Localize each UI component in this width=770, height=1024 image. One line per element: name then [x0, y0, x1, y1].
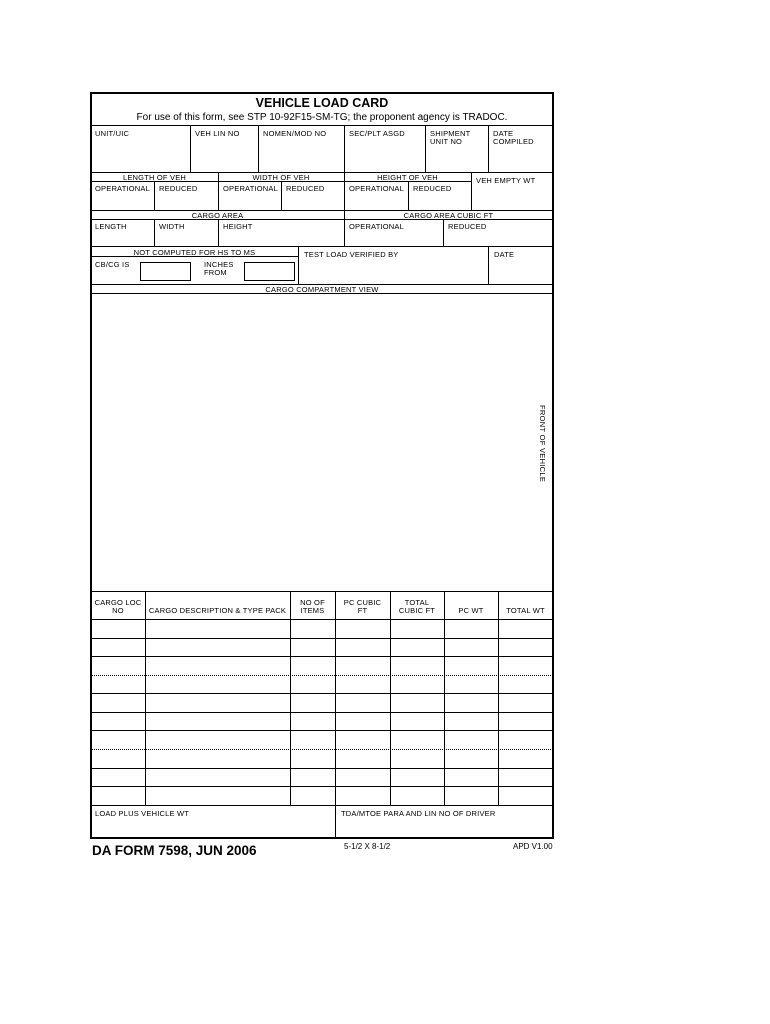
tda-mtoe-label: TDA/MTOE PARA AND LIN NO OF DRIVER: [341, 809, 496, 818]
width-operational-field[interactable]: [219, 182, 281, 210]
length-of-veh-header: LENGTH OF VEH: [122, 173, 187, 182]
compartment-view-header: CARGO COMPARTMENT VIEW: [265, 285, 379, 294]
table-row[interactable]: [91, 713, 553, 731]
from-label: FROM: [204, 268, 227, 277]
width-operational-label: OPERATIONAL: [223, 184, 278, 193]
shipment-unit-no-field[interactable]: [426, 126, 488, 171]
cargo-length-label: LENGTH: [95, 222, 127, 231]
cbcg-is-label: CB/CG IS: [95, 260, 130, 269]
cargo-width-field[interactable]: [155, 220, 218, 246]
form-size: 5-1/2 X 8-1/2: [344, 842, 391, 851]
height-operational-field[interactable]: [345, 182, 408, 210]
test-date-field[interactable]: [489, 247, 553, 284]
col-total-wt: TOTAL WT: [506, 606, 545, 615]
nomen-mod-no-label: NOMEN/MOD NO: [263, 129, 327, 138]
cargo-height-field[interactable]: [219, 220, 344, 246]
cargo-length-field[interactable]: [91, 220, 154, 246]
unit-uic-field[interactable]: [91, 126, 190, 171]
test-load-verified-field[interactable]: [299, 247, 488, 284]
cubic-operational-field[interactable]: [345, 220, 443, 246]
table-row[interactable]: [91, 769, 553, 786]
col-cargo-loc-line1: CARGO LOC: [94, 598, 142, 607]
col-total-cubic-line2: CUBIC FT: [398, 606, 436, 615]
length-operational-field[interactable]: [91, 182, 154, 210]
nomen-mod-no-field[interactable]: [259, 126, 344, 171]
cargo-area-header: CARGO AREA: [191, 211, 244, 220]
col-no-of-items-line2: ITEMS: [300, 606, 325, 615]
height-of-veh-header: HEIGHT OF VEH: [377, 173, 438, 182]
col-pc-cubic-line1: PC CUBIC: [343, 598, 382, 607]
height-reduced-field[interactable]: [409, 182, 471, 210]
date-label-line2: COMPILED: [493, 137, 534, 146]
height-operational-label: OPERATIONAL: [349, 184, 404, 193]
table-row[interactable]: [91, 731, 553, 749]
unit-uic-label: UNIT/UIC: [95, 129, 130, 138]
sec-plt-asgd-field[interactable]: [345, 126, 425, 171]
cargo-area-cubic-header: CARGO AREA CUBIC FT: [403, 211, 494, 220]
col-total-cubic-line1: TOTAL: [404, 598, 430, 607]
table-row[interactable]: [91, 787, 553, 805]
height-reduced-label: REDUCED: [413, 184, 452, 193]
cbcg-from-input[interactable]: [244, 262, 295, 281]
form-subtitle: For use of this form, see STP 10-92F15-SM-TG; the proponent agency is TRADOC.: [136, 112, 508, 123]
cubic-operational-label: OPERATIONAL: [349, 222, 404, 231]
col-pc-wt: PC WT: [458, 606, 484, 615]
col-cargo-description: CARGO DESCRIPTION & TYPE PACK: [148, 606, 287, 615]
cubic-reduced-label: REDUCED: [448, 222, 487, 231]
length-reduced-field[interactable]: [155, 182, 218, 210]
cubic-reduced-field[interactable]: [444, 220, 553, 246]
table-row[interactable]: [91, 694, 553, 712]
width-reduced-field[interactable]: [282, 182, 344, 210]
date-compiled-field[interactable]: [489, 126, 553, 171]
load-plus-vehicle-wt-field[interactable]: [91, 806, 335, 838]
divider: [91, 256, 298, 257]
date-label-line1: DATE: [493, 129, 514, 138]
table-row[interactable]: [91, 676, 553, 694]
form-version: APD V1.00: [513, 842, 553, 851]
width-reduced-label: REDUCED: [286, 184, 325, 193]
not-computed-header: NOT COMPUTED FOR HS TO MS: [133, 248, 256, 257]
shipment-label-line2: UNIT NO: [430, 137, 463, 146]
col-no-of-items-line1: NO OF: [300, 598, 325, 607]
table-row[interactable]: [91, 750, 553, 768]
veh-empty-wt-field[interactable]: [472, 173, 553, 210]
sec-plt-asgd-label: SEC/PLT ASGD: [349, 129, 405, 138]
col-pc-cubic-line2: FT: [357, 606, 368, 615]
col-cargo-loc-line2: NO: [112, 606, 124, 615]
tda-mtoe-field[interactable]: [336, 806, 553, 838]
table-row[interactable]: [91, 620, 553, 638]
table-row[interactable]: [91, 639, 553, 657]
load-plus-vehicle-wt-label: LOAD PLUS VEHICLE WT: [95, 809, 190, 818]
form-title: VEHICLE LOAD CARD: [255, 96, 389, 110]
cargo-width-label: WIDTH: [159, 222, 185, 231]
veh-lin-no-label: VEH LIN NO: [195, 129, 240, 138]
compartment-drawing-area[interactable]: [91, 294, 553, 591]
length-operational-label: OPERATIONAL: [95, 184, 150, 193]
front-of-vehicle-label: FRONT OF VEHICLE: [538, 405, 547, 483]
veh-empty-wt-label: VEH EMPTY WT: [476, 176, 536, 185]
shipment-label-line1: SHIPMENT: [430, 129, 471, 138]
cbcg-inches-input[interactable]: [140, 262, 191, 281]
divider: [91, 591, 553, 592]
test-load-label: TEST LOAD VERIFIED BY: [304, 250, 399, 259]
width-of-veh-header: WIDTH OF VEH: [252, 173, 310, 182]
table-row[interactable]: [91, 657, 553, 675]
cargo-height-label: HEIGHT: [223, 222, 253, 231]
veh-lin-no-field[interactable]: [191, 126, 258, 171]
inches-label: INCHES: [204, 260, 234, 269]
test-date-label: DATE: [494, 250, 515, 259]
length-reduced-label: REDUCED: [159, 184, 198, 193]
form-number: DA FORM 7598, JUN 2006: [92, 843, 257, 858]
